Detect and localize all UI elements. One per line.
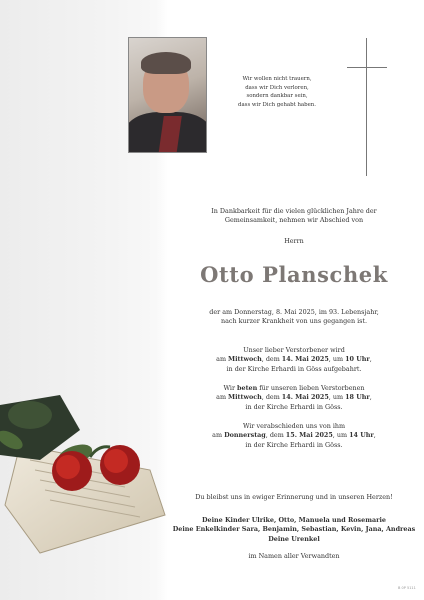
event-prayer: Wir beten für unseren lieben Verstorbenen am Mittwoch, dem 14. Mai 2025, um 18 Uhr, in der Kirche Erhardi in Göss. (216, 384, 372, 411)
cross-icon (366, 38, 367, 176)
print-code: B 0P 5111 (398, 586, 416, 590)
poem-line: dass wir Dich verloren, (245, 84, 309, 91)
salutation: Herrn (284, 237, 304, 245)
event-farewell: Wir verabschieden uns von ihm am Donnerstag, dem 15. Mai 2025, um 14 Uhr, in der Kirche Erhardi in Göss. (212, 422, 376, 449)
poem (222, 75, 332, 109)
poem-line: Wir wollen nicht trauern, (242, 76, 312, 82)
event-viewing: Unser lieber Verstorbener wird am Mittwoch, dem 14. Mai 2025, um 10 Uhr, in der Kirche Erhardi in Göss aufgebahrt. (216, 346, 372, 373)
family-list: Deine Kinder Ulrike, Otto, Manuela und Rosemarie Deine Enkelkinder Sara, Benjamin, Sebastian, Kevin, Jana, Andreas Deine Urenkel (172, 516, 416, 543)
cross-icon-bar (347, 67, 387, 68)
poem-line: dass wir Dich gehabt haben. (238, 101, 316, 108)
intro-text: In Dankbarkeit für die vielen glücklichen Jahre der Gemeinsamkeit, nehmen wir Abschied von (211, 207, 377, 225)
death-notice: der am Donnerstag, 8. Mai 2025, im 93. Lebensjahr, nach kurzer Krankheit von uns gegangen ist. (209, 308, 379, 326)
poem-line: sondern dankbar sein, (246, 93, 308, 100)
portrait-photo (128, 37, 207, 153)
closing-text: im Namen aller Verwandten (248, 552, 340, 560)
remembrance-text: Du bleibst uns in ewiger Erinnerung und in unseren Herzen! (195, 493, 393, 501)
deceased-name: Otto Planschek (200, 262, 388, 287)
book-roses-image (0, 385, 170, 555)
